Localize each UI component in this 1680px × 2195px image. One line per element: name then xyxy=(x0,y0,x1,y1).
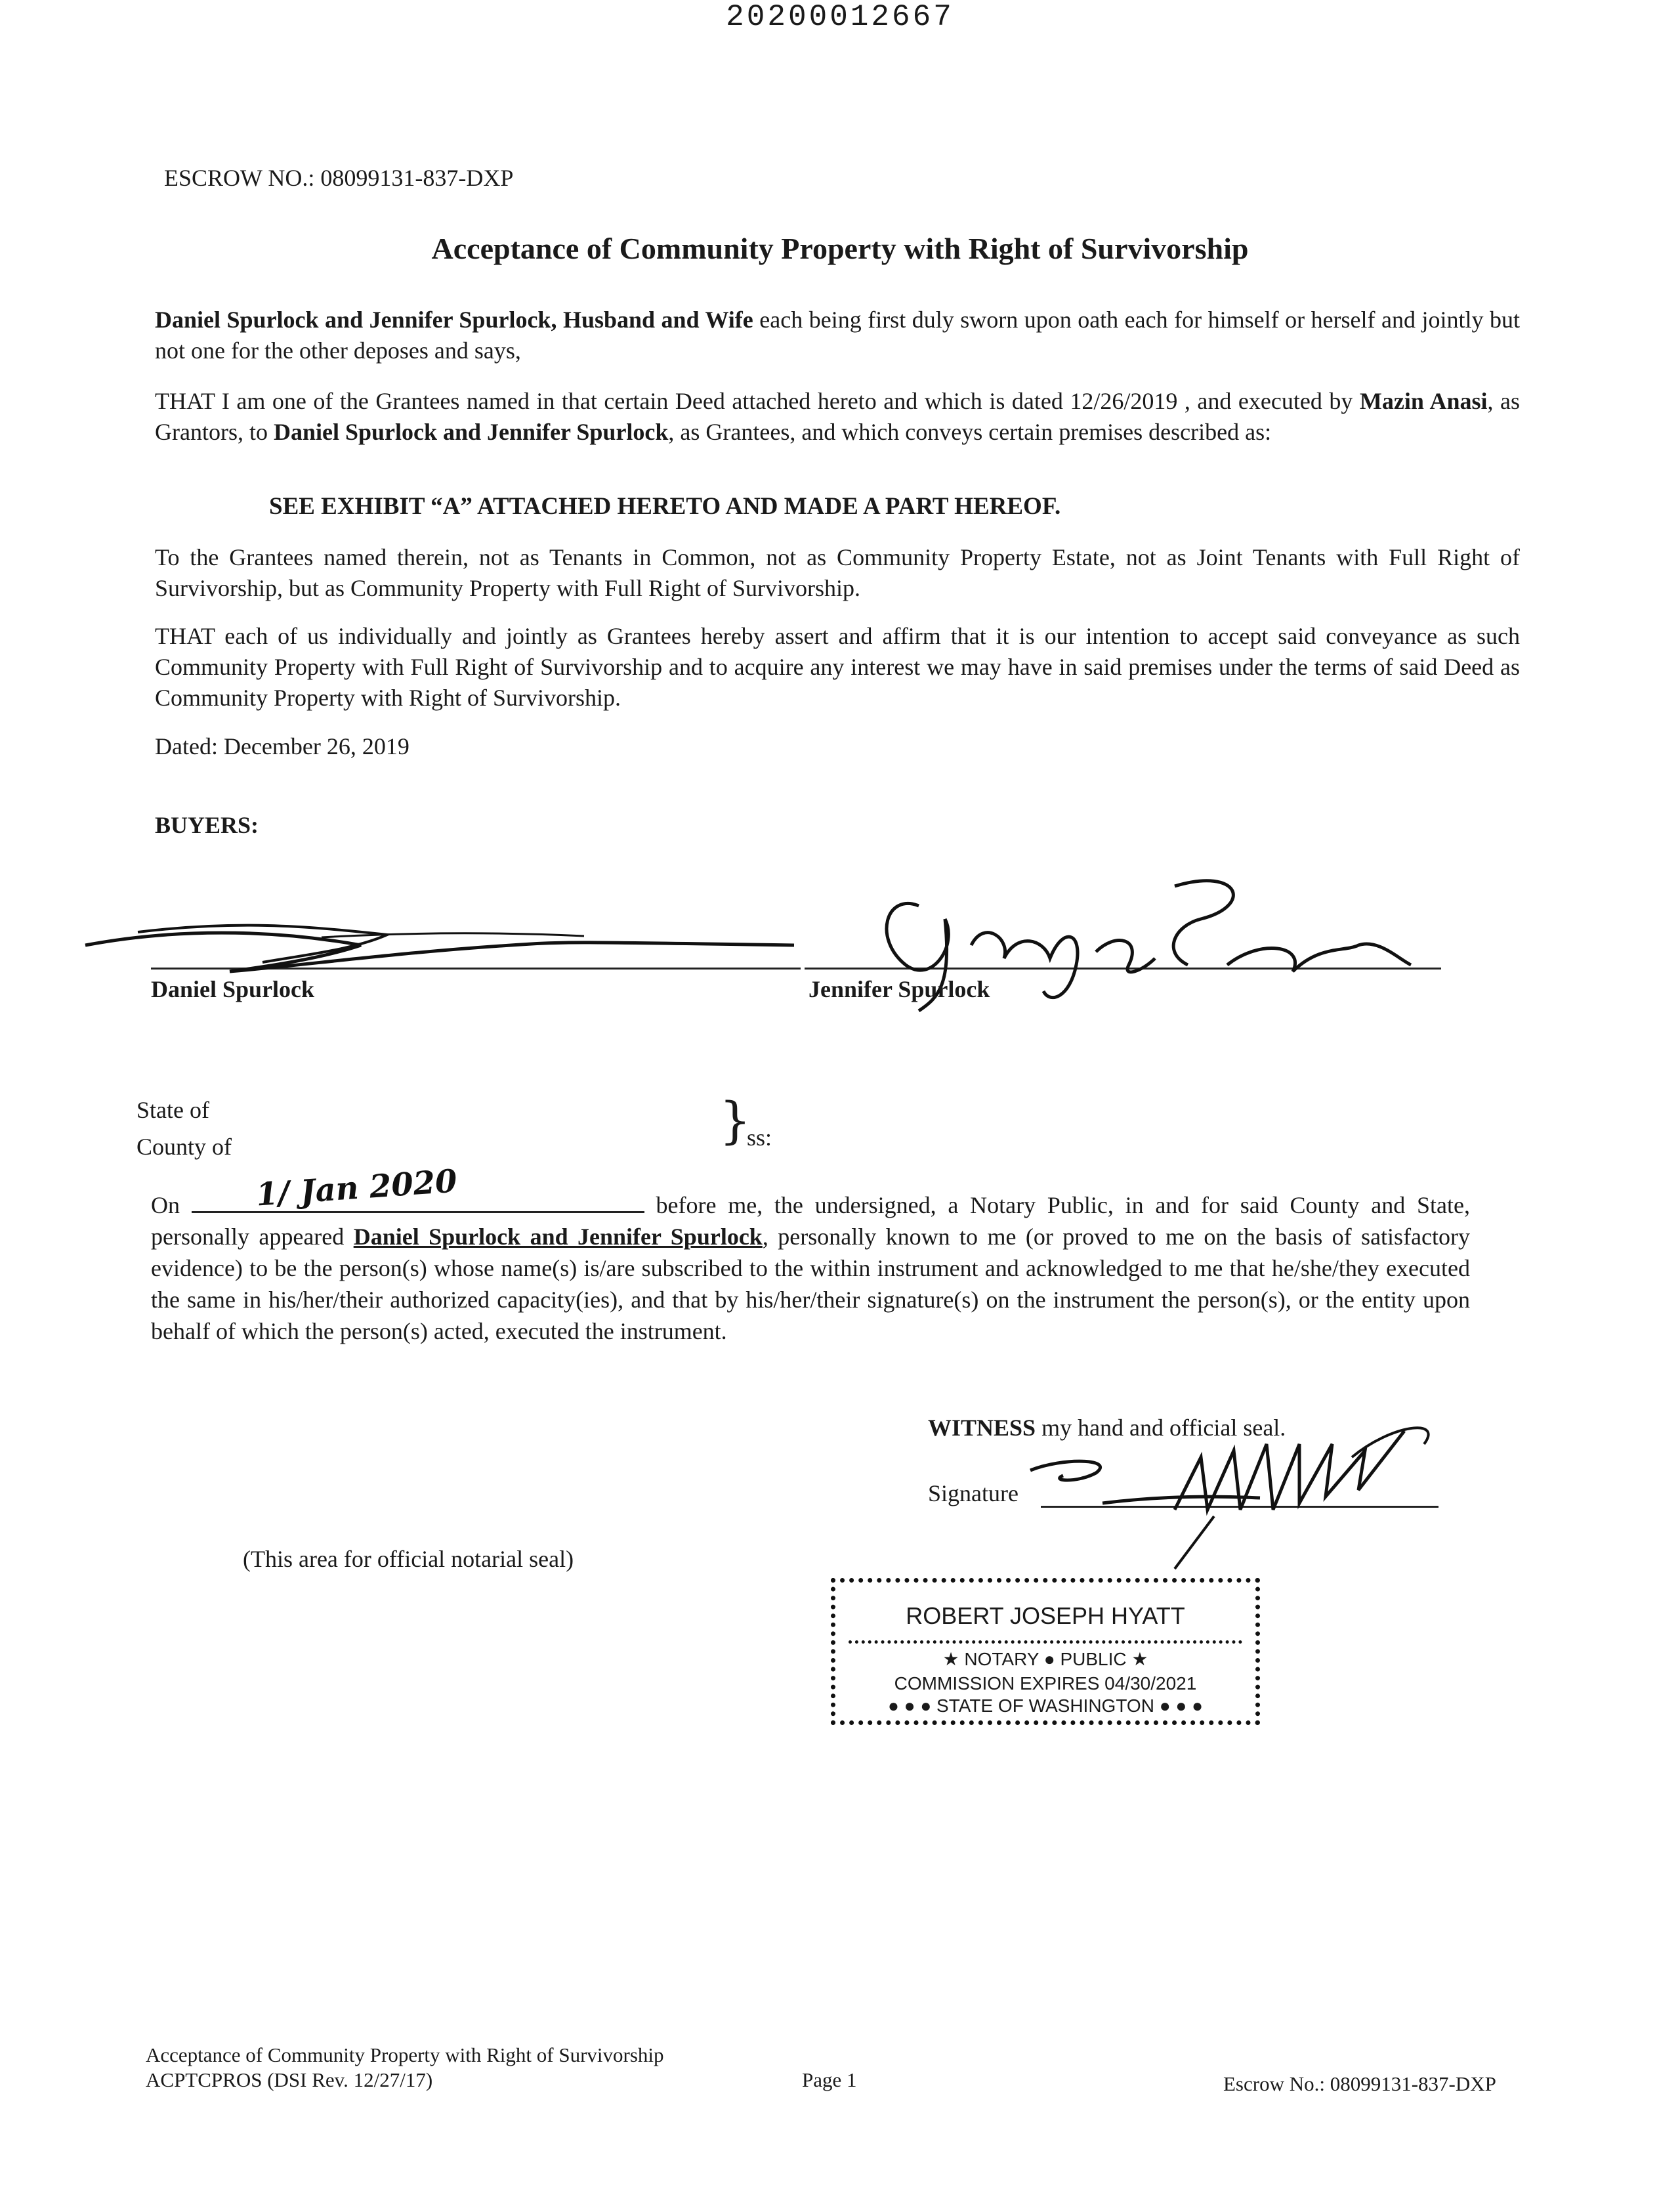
deed-text-a: THAT I am one of the Grantees named in that certain Deed attached hereto and which is dated 12/26/2019 , and executed by xyxy=(155,388,1360,414)
state-of-label: State of xyxy=(136,1097,209,1123)
notary-stamp xyxy=(831,1578,1260,1725)
footer-escrow-number: Escrow No.: 08099131-837-DXP xyxy=(1223,2072,1496,2095)
document-title: Acceptance of Community Property with Right of Survivorship xyxy=(431,232,1249,265)
paragraph-deponents xyxy=(155,305,1520,366)
buyers-label: BUYERS: xyxy=(155,812,259,838)
buyer1-signature xyxy=(72,906,827,985)
notary-text-b: , personally known to me (or proved to me on the basis of satisfactory evidence) to be the person(s) whose name(s) is/are subscribed to the within instrument and acknowledged to me that he/she/they executed the same in his/her/their authorized capacity(ies), and that by his/her/their signature(s) on the instrument the person(s), or the entity upon behalf of which the person(s) acted, executed the instrument. xyxy=(151,1224,1470,1344)
grantor-name: Mazin Anasi xyxy=(1359,388,1488,414)
deponent-text: each being first duly sworn upon oath each for himself or herself and jointly but not one for the other deposes and says, xyxy=(155,307,1521,364)
buyer2-name: Jennifer Spurlock xyxy=(808,976,990,1002)
stamp-notary-title: ★ NOTARY ● PUBLIC ★ xyxy=(942,1649,1148,1669)
county-of-label: County of xyxy=(136,1134,232,1160)
stamp-notary-name: ROBERT JOSEPH HYATT xyxy=(906,1602,1185,1629)
ss-label: ss: xyxy=(747,1124,772,1151)
notary-acknowledgment xyxy=(151,1189,1470,1347)
seal-area-label: (This area for official notarial seal) xyxy=(243,1546,574,1572)
footer-form-info xyxy=(146,2043,664,2093)
paragraph-intention: THAT each of us individually and jointly as Grantees hereby assert and affirm that it is our intention to accept said conveyance as such Community Property with Full Right of Survivorship and to acquire any interest we may have in said premises under the terms of said Deed as Community Property with Right of Survivorship. xyxy=(155,623,1520,711)
deed-text-b: , as Grantors, to xyxy=(155,388,1521,445)
notary-text-a: before me, the undersigned, a Notary Public, in and for said County and State, personally appeared xyxy=(151,1192,1471,1250)
witness-label: WITNESS xyxy=(928,1415,1036,1441)
notary-signature xyxy=(1024,1418,1470,1575)
witness-text: my hand and official seal. xyxy=(1036,1415,1286,1441)
venue-brace: } xyxy=(719,1091,751,1149)
stamp-divider xyxy=(849,1640,1242,1644)
paragraph-tenancy: To the Grantees named therein, not as Tenants in Common, not as Community Property Estate, not as Joint Tenants with Full Right of Survivorship, but as Community Property with Full Right of Survivorship. xyxy=(155,544,1520,601)
deed-text-c: , as Grantees, and which conveys certain premises described as: xyxy=(668,419,1272,445)
paragraph-deed xyxy=(155,386,1520,448)
stamp-commission: COMMISSION EXPIRES 04/30/2021 xyxy=(894,1673,1197,1694)
document-number: 20200012667 xyxy=(726,0,954,34)
footer-page-number: Page 1 xyxy=(802,2068,857,2091)
handwritten-date: 1/ Jan 2020 xyxy=(255,1162,459,1214)
escrow-number: ESCROW NO.: 08099131-837-DXP xyxy=(164,165,514,191)
on-label: On xyxy=(151,1192,180,1218)
grantee-names: Daniel Spurlock and Jennifer Spurlock xyxy=(273,419,669,445)
buyer1-name: Daniel Spurlock xyxy=(151,976,315,1002)
signature-label: Signature xyxy=(928,1480,1018,1506)
deponent-names: Daniel Spurlock and Jennifer Spurlock, Husband and Wife xyxy=(155,307,753,333)
appeared-names: Daniel Spurlock and Jennifer Spurlock xyxy=(353,1224,763,1250)
footer-form-title: Acceptance of Community Property with Right of Survivorship xyxy=(146,2043,664,2066)
dated-line: Dated: December 26, 2019 xyxy=(155,733,410,759)
exhibit-reference: SEE EXHIBIT “A” ATTACHED HERETO AND MADE A PART HEREOF. xyxy=(269,493,1061,520)
stamp-state: ● ● ● STATE OF WASHINGTON ● ● ● xyxy=(887,1695,1203,1716)
footer-form-code: ACPTCPROS (DSI Rev. 12/27/17) xyxy=(146,2068,433,2091)
